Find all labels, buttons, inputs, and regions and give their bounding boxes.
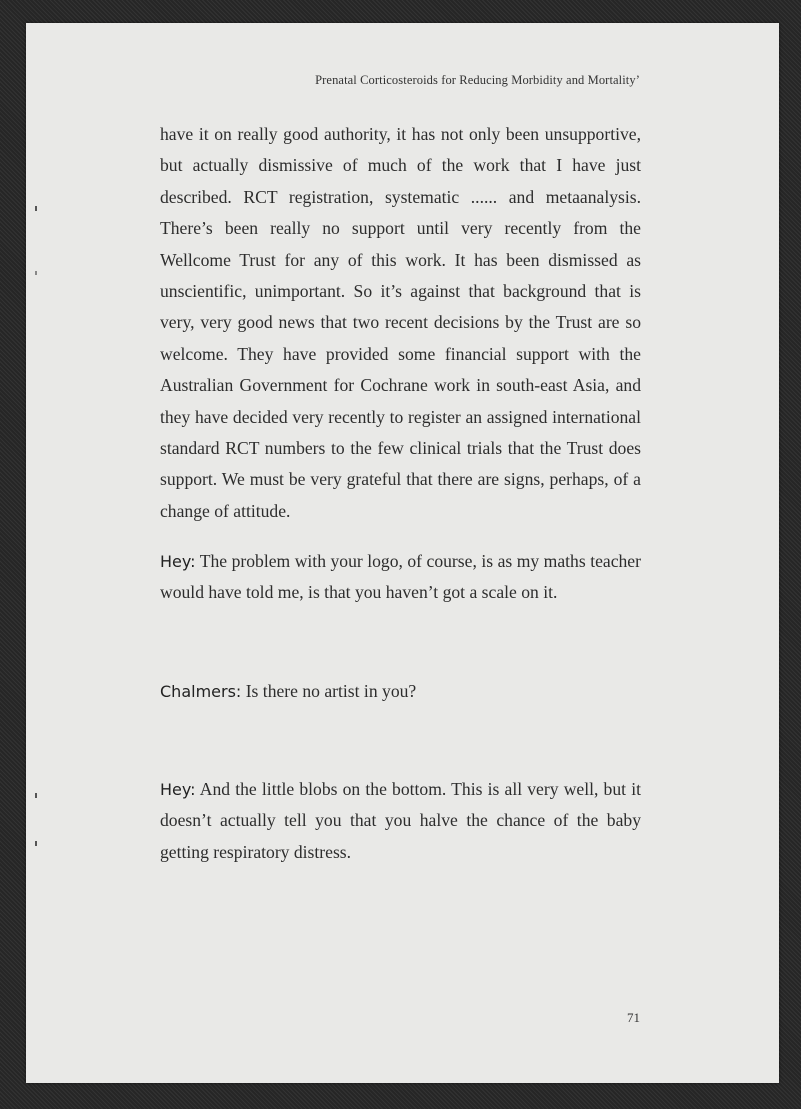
margin-mark: [35, 206, 37, 211]
speaker-label: Chalmers:: [160, 682, 242, 701]
dialogue-paragraph-hey-2: [160, 774, 641, 868]
paragraph-text: The problem with your logo, of course, is as my maths teacher would have told me, is that you haven’t got a scale on it.: [160, 551, 641, 603]
paragraph-text: And the little blobs on the bottom. This is all very well, but it doesn’t actually tell you that you halve the chance of the baby getting respiratory distress.: [160, 779, 641, 862]
dialogue-paragraph-chalmers: [160, 676, 641, 707]
document-page: [26, 23, 779, 1083]
margin-mark: [35, 841, 37, 846]
margin-mark: [35, 793, 37, 798]
margin-mark: [35, 271, 37, 275]
paragraph-continuation: [160, 119, 641, 527]
running-head: Prenatal Corticosteroids for Reducing Morbidity and Mortality’: [315, 73, 640, 87]
speaker-label: Hey:: [160, 780, 196, 799]
paragraph-text: Is there no artist in you?: [245, 681, 417, 701]
page-number: 71: [627, 1010, 640, 1025]
speaker-label: Hey:: [160, 552, 196, 571]
dialogue-paragraph-hey-1: [160, 546, 641, 609]
paragraph-text: have it on really good authority, it has not only been unsupportive, but actually dismissive of much of the work that I have just described. RCT registration, systematic ...... and metaanalysis. There’s been really no support until very recently from the Wellcome Trust for any of this work. It has been dismissed as unscientific, unimportant. So it’s against that background that is very, very good news that two recent decisions by the Trust are so welcome. They have provided some financial support with the Australian Government for Cochrane work in south-east Asia, and they have decided very recently to register an assigned international standard RCT numbers to the few clinical trials that the Trust does support. We must be very grateful that there are signs, perhaps, of a change of attitude.: [160, 124, 641, 521]
